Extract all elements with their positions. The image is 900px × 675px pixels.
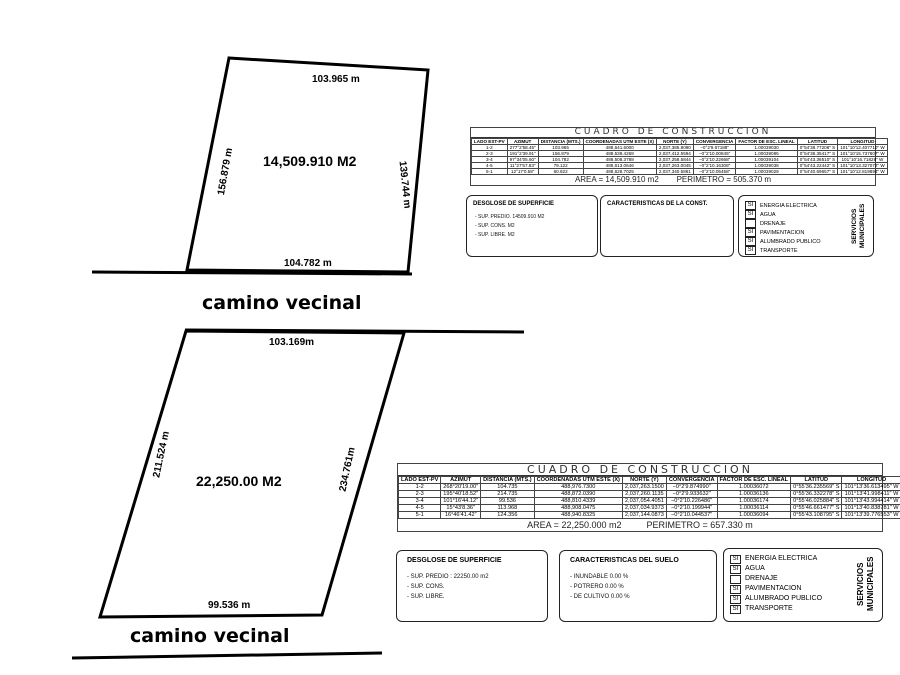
table-body	[472, 145, 888, 175]
table-cell: 60.622	[538, 169, 583, 175]
service-item	[730, 594, 822, 604]
service-item	[745, 237, 821, 246]
table-cell: 113.968	[481, 505, 534, 512]
lot1-road-line	[92, 272, 412, 274]
table-cell: 488,508.3788	[583, 157, 656, 163]
table-cell: 101°10'13.327072" W	[838, 163, 887, 169]
lot2-top-dimension: 103.169m	[269, 337, 315, 348]
table-cell: 101°13'40.838781" W	[842, 505, 900, 512]
table-cell: 3-4	[399, 498, 441, 505]
service-checkbox	[730, 575, 741, 584]
service-item	[745, 219, 821, 228]
service-label: AGUA	[760, 211, 776, 218]
area-perimeter-row	[398, 519, 882, 531]
caracteristicas-item-list	[570, 572, 716, 602]
lot1-right-dimension: 139.744 m	[396, 160, 413, 210]
desglose-title: DESGLOSE DE SUPERFICIE	[473, 201, 555, 207]
area-label: AREA = 22,250.000 m2	[527, 520, 622, 530]
table-cell: −0°2'9.874990"	[666, 484, 717, 491]
table-cell: −0°2'9.67188"	[693, 145, 736, 151]
table-cell: 2,037,340.5861	[656, 169, 693, 175]
table-cell: 0°55'46.025884" S	[791, 498, 842, 505]
table-cell: −0°2'10.22668"	[693, 157, 736, 163]
servicios-box	[723, 548, 883, 622]
table-cell: 488,872.0390	[534, 491, 622, 498]
table-cell: 2-3	[472, 151, 508, 157]
construction-sheet-1	[458, 125, 885, 260]
table-cell: 101°13'36.613495" W	[842, 484, 900, 491]
table-cell: 488,628.7025	[583, 169, 656, 175]
table-cell: 101°10'16.71828" W	[838, 157, 887, 163]
table-cell: 12°17'0.58"	[507, 169, 538, 175]
service-label: ENERGIA ELECTRICA	[760, 202, 817, 209]
caracteristicas-item: - INUNDABLE 0.00 %	[570, 574, 629, 580]
table-cell: 1.00039030	[736, 145, 797, 151]
coordinates-table	[398, 476, 900, 519]
table-cell: 0°54'40.69657" S	[797, 169, 838, 175]
services-list	[730, 554, 822, 614]
service-label: TRANSPORTE	[745, 605, 793, 612]
table-row	[399, 505, 900, 512]
service-checkbox: SI	[730, 565, 741, 574]
table-row	[399, 512, 900, 519]
table-cell: 488,641.6000	[583, 145, 656, 151]
lot1-road-label: camino vecinal	[202, 292, 362, 314]
service-checkbox: SI	[730, 585, 741, 594]
service-checkbox: SI	[745, 237, 756, 246]
service-label: DRENAJE	[760, 220, 786, 227]
table-cell: 4-5	[399, 505, 441, 512]
col-distancia: DISTANCIA (MTS.)	[538, 139, 583, 145]
table-row	[472, 145, 888, 151]
table-cell: 1-2	[472, 145, 508, 151]
desglose-item: - SUP. LIBRE. M2	[475, 232, 515, 238]
table-cell: 101°10'15.737607" W	[838, 151, 887, 157]
construction-sheet-2	[383, 458, 899, 625]
col-latitud: LATITUD	[791, 477, 842, 484]
table-cell: 1-2	[399, 484, 441, 491]
col-lado: LADO EST-PV	[399, 477, 441, 484]
service-label: TRANSPORTE	[760, 247, 798, 254]
service-item	[745, 228, 821, 237]
table-cell: 2,037,263.0045	[656, 163, 693, 169]
table-cell: 101°10'12.407710" W	[838, 145, 887, 151]
table-cell: 101°13'39.776553" W	[842, 512, 900, 519]
construction-table-2	[397, 463, 899, 532]
col-convergencia: CONVERGENCIA	[693, 139, 736, 145]
table-cell: 5-1	[399, 512, 441, 519]
table-cell: 101°13'43.994414" W	[842, 498, 900, 505]
table-title: CUADRO DE CONSTRUCCION	[398, 464, 882, 476]
table-cell: 101°10'12.819894" W	[838, 169, 887, 175]
col-factor: FACTOR DE ESC. LINEAL	[717, 477, 791, 484]
table-cell: 1.00039104	[736, 157, 797, 163]
table-cell: 1.00039085	[736, 151, 797, 157]
lot1-area: 14,509.910 M2	[263, 153, 357, 169]
table-cell: 2,037,385.8090	[656, 145, 693, 151]
lot1-top-dimension: 103.965 m	[312, 74, 360, 85]
desglose-item: - SUP. CONS. M2	[475, 223, 515, 229]
service-label: AGUA	[745, 565, 765, 572]
table-cell: −0°2'10.00845"	[693, 151, 736, 157]
table-cell: 5-1	[472, 169, 508, 175]
construction-table-1	[470, 127, 885, 186]
service-item	[730, 564, 822, 574]
service-checkbox: SI	[745, 201, 756, 210]
service-label: ENERGIA ELECTRICA	[745, 555, 818, 562]
table-cell: −0°2'10.226486"	[666, 498, 717, 505]
service-item	[745, 246, 821, 255]
area-label: AREA = 14,509.910 m2	[574, 175, 659, 184]
table-cell: 1.00036114	[717, 505, 791, 512]
col-norte: NORTE (Y)	[622, 477, 666, 484]
table-row	[472, 157, 888, 163]
table-cell: 195°40'18.52"	[441, 491, 481, 498]
desglose-box	[396, 550, 548, 622]
table-cell: 1.00036174	[717, 498, 791, 505]
desglose-item-list	[407, 572, 547, 602]
table-cell: 1.00036072	[717, 484, 791, 491]
table-cell: 488,908.0475	[534, 505, 622, 512]
col-factor: FACTOR DE ESC. LINEAL	[736, 139, 797, 145]
table-cell: 277°2'58.45"	[507, 145, 538, 151]
table-cell: 2,037,263.1500	[622, 484, 666, 491]
table-cell: 2,037,260.1135	[622, 491, 666, 498]
table-cell: 104.782	[538, 157, 583, 163]
table-cell: 2,037,144.0873	[622, 512, 666, 519]
service-item	[730, 554, 822, 564]
table-cell: 15°43'8.36"	[441, 505, 481, 512]
caracteristicas-title: CARACTERISTICAS DE LA CONST.	[607, 201, 708, 207]
service-checkbox	[745, 219, 756, 228]
table-cell: 124.356	[481, 512, 534, 519]
service-label: ALUMBRADO PUBLICO	[760, 238, 821, 245]
table-cell: 0°55'36.235569" S	[791, 484, 842, 491]
service-item	[730, 604, 822, 614]
table-cell: 0°55'46.661477" S	[791, 505, 842, 512]
table-cell: 2,037,258.5844	[656, 157, 693, 163]
table-cell: 191°2'39.91"	[507, 151, 538, 157]
lot1-left-dimension: 156.879 m	[215, 147, 236, 197]
table-cell: 2,037,034.9373	[622, 505, 666, 512]
table-cell: 0°54'43.22442" S	[797, 163, 838, 169]
table-cell: 99.536	[481, 498, 534, 505]
table-cell: 103.965	[538, 145, 583, 151]
area-perimeter-row	[471, 175, 875, 185]
table-cell: −0°2'10.16308"	[693, 163, 736, 169]
service-item	[730, 574, 822, 584]
table-cell: 2,037,412.5594	[656, 151, 693, 157]
table-cell: 488,538.4268	[583, 151, 656, 157]
table-cell: 16°46'41.42"	[441, 512, 481, 519]
table-cell: 11°27'57.83"	[507, 163, 538, 169]
col-latitud: LATITUD	[797, 139, 838, 145]
col-azimut: AZIMUT	[507, 139, 538, 145]
table-cell: 488,810.4339	[534, 498, 622, 505]
desglose-title: DESGLOSE DE SUPERFICIE	[407, 557, 502, 564]
table-cell: 488,613.0646	[583, 163, 656, 169]
perimeter-label: PERIMETRO = 657.330 m	[646, 520, 753, 530]
table-cell: −0°2'9.933632"	[666, 491, 717, 498]
lot2-right-dimension: 234.761m	[337, 446, 358, 493]
servicios-box	[738, 195, 874, 257]
caracteristicas-item: - DE CULTIVO 0.00 %	[570, 594, 630, 600]
table-cell: 2-3	[399, 491, 441, 498]
table-cell: −0°2'10.199944"	[666, 505, 717, 512]
service-checkbox: SI	[745, 228, 756, 237]
col-convergencia: CONVERGENCIA	[666, 477, 717, 484]
service-checkbox: SI	[745, 246, 756, 255]
caracteristicas-box	[559, 550, 717, 622]
services-list	[745, 201, 821, 255]
table-cell: 0°54'43.36510" S	[797, 157, 838, 163]
desglose-item: - SUP. LIBRE.	[407, 594, 445, 600]
col-este: COORDENADAS UTM ESTE (X)	[583, 139, 656, 145]
lot2-left-dimension: 211.524 m	[151, 430, 172, 479]
table-cell: 0°54'38.35417" S	[797, 151, 838, 157]
service-label: ALUMBRADO PUBLICO	[745, 595, 823, 602]
table-cell: 1.00036136	[717, 491, 791, 498]
services-title: SERVICIOS MUNICIPALES	[851, 203, 866, 249]
table-title: CUADRO DE CONSTRUCCION	[471, 128, 875, 138]
table-cell: 101°16'44.12"	[441, 498, 481, 505]
desglose-box	[466, 195, 598, 257]
table-cell: 488,940.8325	[534, 512, 622, 519]
table-cell: 104.735	[481, 484, 534, 491]
desglose-item: - SUP. PREDIO. 14509.910 M2	[475, 214, 545, 220]
table-cell: −0°2'10.05458"	[693, 169, 736, 175]
service-checkbox: SI	[730, 555, 741, 564]
table-row	[399, 491, 900, 498]
caracteristicas-title: CARACTERISTICAS DEL SUELO	[570, 557, 679, 564]
table-cell: −0°2'10.044537"	[666, 512, 717, 519]
table-cell: 1.00039029	[736, 169, 797, 175]
table-cell: 1.00036094	[717, 512, 791, 519]
lot2-area: 22,250.00 M2	[196, 473, 282, 489]
service-label: DRENAJE	[745, 575, 778, 582]
services-title: SERVICIOS MUNICIPALES	[856, 556, 875, 612]
lot2-road-label: camino vecinal	[130, 625, 290, 647]
table-cell: 101°13'41.998411" W	[842, 491, 900, 498]
lot2-bottom-road-line	[72, 653, 382, 658]
table-cell: 488,976.7300	[534, 484, 622, 491]
table-cell: 97°34'05.60"	[507, 157, 538, 163]
col-norte: NORTE (Y)	[656, 139, 693, 145]
service-item	[745, 210, 821, 219]
col-azimut: AZIMUT	[441, 477, 481, 484]
table-cell: 3-4	[472, 157, 508, 163]
coordinates-table	[471, 138, 888, 175]
caracteristicas-item: - POTRERO 0.00 %	[570, 584, 624, 590]
table-cell: 0°55'36.332278" S	[791, 491, 842, 498]
service-item	[730, 584, 822, 594]
service-label: PAVIMENTACION	[745, 585, 802, 592]
col-lado: LADO EST-PV	[472, 139, 508, 145]
lot2-bottom-dimension: 99.536 m	[208, 600, 251, 611]
desglose-item: - SUP. CONS.	[407, 584, 445, 590]
perimeter-label: PERIMETRO = 505.370 m	[676, 175, 772, 184]
desglose-item: - SUP. PREDIO : 22250.00 m2	[407, 574, 489, 580]
service-label: PAVIMENTACION	[760, 229, 805, 236]
table-row	[472, 151, 888, 157]
desglose-item-list	[475, 213, 597, 240]
caracteristicas-box	[600, 195, 734, 257]
table-cell: 268°20'19.00"	[441, 484, 481, 491]
table-cell: 214.735	[481, 491, 534, 498]
col-distancia: DISTANCIA (MTS.)	[481, 477, 534, 484]
table-cell: 4-5	[472, 163, 508, 169]
service-checkbox: SI	[730, 595, 741, 604]
table-cell: 156.879	[538, 151, 583, 157]
table-cell: 2,037,054.4051	[622, 498, 666, 505]
table-row	[399, 498, 900, 505]
lot1-bottom-dimension: 104.782 m	[284, 258, 332, 269]
col-este: COORDENADAS UTM ESTE (X)	[534, 477, 622, 484]
table-cell: 79.122	[538, 163, 583, 169]
table-row	[472, 163, 888, 169]
col-longitud: LONGITUD	[838, 139, 887, 145]
col-longitud: LONGITUD	[842, 477, 900, 484]
table-row	[472, 169, 888, 175]
service-checkbox: SI	[745, 210, 756, 219]
table-header	[399, 477, 900, 484]
table-body	[399, 484, 900, 519]
service-item	[745, 201, 821, 210]
table-cell: 0°55'43.108795" S	[791, 512, 842, 519]
table-row	[399, 484, 900, 491]
table-cell: 1.00039038	[736, 163, 797, 169]
table-cell: 0°54'38.77208" S	[797, 145, 838, 151]
service-checkbox: SI	[730, 605, 741, 614]
